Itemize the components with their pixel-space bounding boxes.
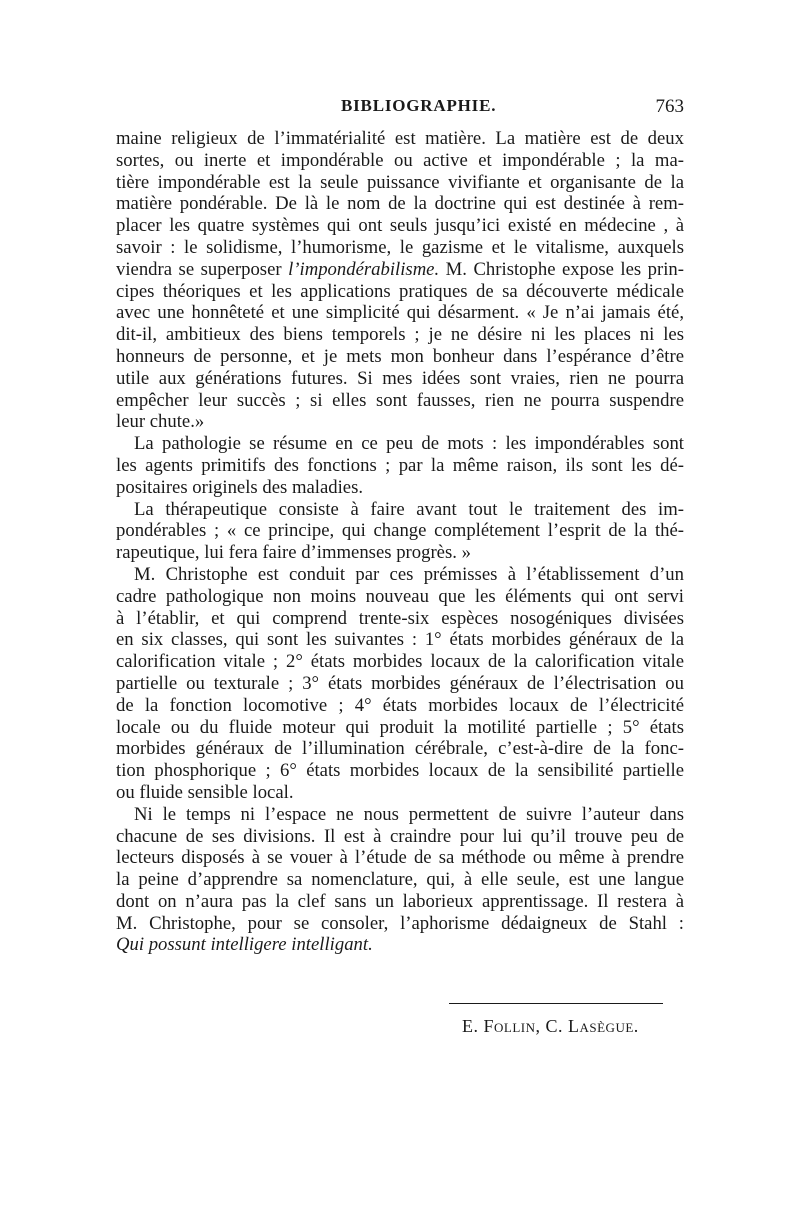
text-line: Ni le temps ni l’espace ne nous permettent de suivre l’auteur dans bbox=[134, 803, 684, 825]
text-line: lecteurs disposés à se vouer à l’étude de sa méthode ou même à prendre bbox=[116, 847, 684, 869]
text-line: sortes, ou inerte et impondérable ou active et impondérable ; la ma- bbox=[116, 149, 684, 171]
text-line: dont on n’aura pas la clef sans un laborieux apprentissage. Il restera à bbox=[116, 890, 684, 912]
text-line: chacune de ses divisions. Il est à craindre pour lui qu’il trouve peu de bbox=[116, 825, 684, 847]
text-line: M. Christophe, pour se consoler, l’aphorisme dédaigneux de Stahl : bbox=[116, 912, 684, 934]
page-number: 763 bbox=[655, 96, 684, 117]
text-line: placer les quatre systèmes qui ont seuls jusqu’ici existé en médecine , à bbox=[116, 215, 684, 237]
text-line: cipes théoriques et les applications pratiques de sa découverte médicale bbox=[116, 280, 684, 302]
text-line: locale ou du fluide moteur qui produit la motilité partielle ; 5° états bbox=[116, 716, 684, 738]
signature-rule bbox=[449, 1003, 663, 1004]
text-line bbox=[116, 259, 684, 281]
text-line: morbides généraux de l’illumination cérébrale, c’est-à-dire de la fonc- bbox=[116, 738, 684, 760]
text-line: ou fluide sensible local. bbox=[116, 781, 294, 803]
text-line: de la fonction locomotive ; 4° états morbides locaux de l’électricité bbox=[116, 694, 684, 716]
text-line: La pathologie se résume en ce peu de mots : les impondérables sont bbox=[134, 433, 684, 455]
text-line: savoir : le solidisme, l’humorisme, le gazisme et le vitalisme, auxquels bbox=[116, 236, 684, 258]
text-line: partielle ou texturale ; 3° états morbides généraux de l’électrisation ou bbox=[116, 672, 684, 694]
text-line: les agents primitifs des fonctions ; par la même raison, ils sont les dé- bbox=[116, 454, 684, 476]
text-line: positaires originels des maladies. bbox=[116, 476, 364, 498]
text-line: dit-il, ambitieux des biens temporels ; je ne désire ni les places ni les bbox=[116, 324, 684, 346]
text-line: honneurs de personne, et je mets mon bonheur dans l’espérance d’être bbox=[116, 345, 684, 367]
text-segment: M. Christophe expose les prin- bbox=[439, 258, 685, 280]
text-line: La thérapeutique consiste à faire avant tout le traitement des im- bbox=[134, 498, 684, 520]
text-line: avec une honnêteté et une simplicité qui désarment. « Je n’ai jamais été, bbox=[116, 302, 684, 324]
page-header bbox=[116, 96, 684, 124]
text-segment: viendra se superposer bbox=[116, 258, 289, 280]
text-line: en six classes, qui sont les suivantes : 1° états morbides généraux de la bbox=[116, 629, 684, 651]
text-line: à l’établir, et qui comprend trente-six espèces nosogéniques divisées bbox=[116, 607, 684, 629]
body-text bbox=[116, 128, 684, 956]
text-line: M. Christophe est conduit par ces prémisses à l’établissement d’un bbox=[134, 563, 684, 585]
author-signature: E. Follin, C. Lasègue. bbox=[462, 1016, 639, 1036]
text-line: empêcher leur succès ; si elles sont fausses, rien ne pourra suspendre bbox=[116, 389, 684, 411]
italic-segment: Qui possunt intelligere intelligant. bbox=[116, 934, 373, 956]
text-line: rapeutique, lui fera faire d’immenses progrès. » bbox=[116, 542, 471, 564]
text-line: matière pondérable. De là le nom de la doctrine qui est destinée à rem- bbox=[116, 193, 684, 215]
text-line: leur chute.» bbox=[116, 411, 205, 433]
text-line bbox=[116, 934, 684, 956]
text-line: la peine d’apprendre sa nomenclature, qui, à elle seule, est une langue bbox=[116, 869, 684, 891]
text-line: cadre pathologique non moins nouveau que les éléments qui ont servi bbox=[116, 585, 684, 607]
text-line: pondérables ; « ce principe, qui change complétement l’esprit de la thé- bbox=[116, 520, 684, 542]
text-line: tion phosphorique ; 6° états morbides locaux de la sensibilité partielle bbox=[116, 760, 684, 782]
text-line: maine religieux de l’immatérialité est matière. La matière est de deux bbox=[116, 128, 684, 149]
running-title: BIBLIOGRAPHIE. bbox=[341, 96, 497, 115]
text-line: utile aux générations futures. Si mes idées sont vraies, rien ne pourra bbox=[116, 367, 684, 389]
text-line: calorification vitale ; 2° états morbides locaux de la calorification vitale bbox=[116, 651, 684, 673]
text-line: tière impondérable est la seule puissance vivifiante et organisante de la bbox=[116, 171, 684, 193]
italic-segment: l’impondérabilisme. bbox=[288, 258, 440, 280]
